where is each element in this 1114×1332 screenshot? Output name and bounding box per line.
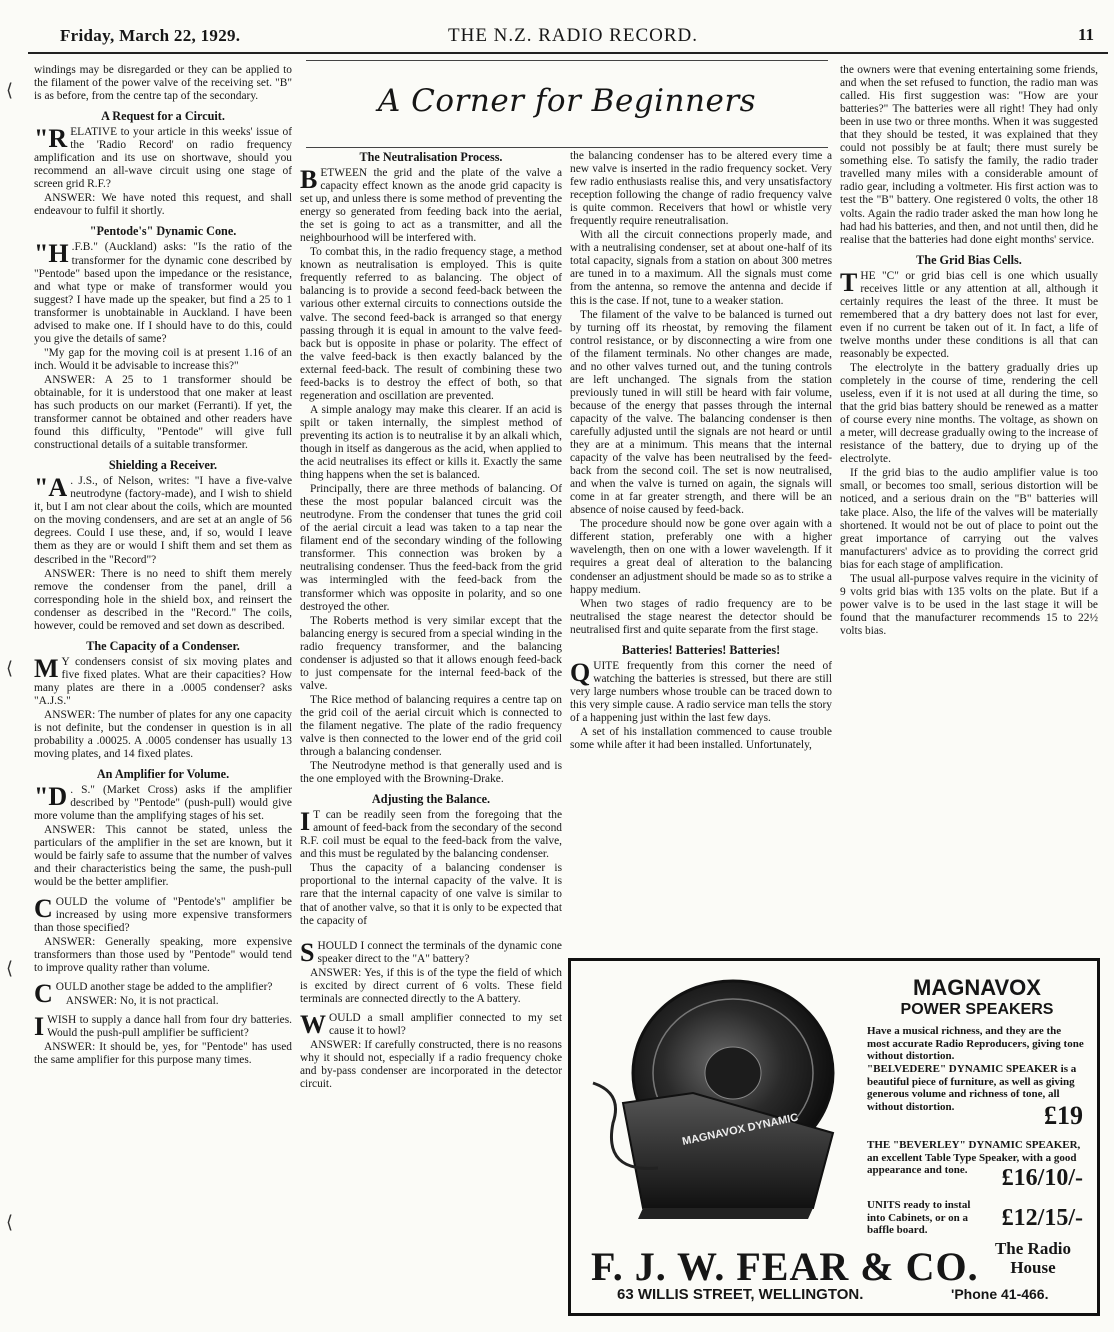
ad-beverley-text: THE "BEVERLEY" DYNAMIC SPEAKER, an excellent Table Type Speaker, with a good appearance and tone. (867, 1139, 1081, 1176)
margin-bracket-mark: ⟨ (6, 80, 14, 101)
paragraph: "My gap for the moving coil is at present 1.16 of an inch. Would it be advisable to increase this?" (34, 346, 292, 372)
paper-title: THE N.Z. RADIO RECORD. (448, 25, 698, 46)
drop-cap: "D (34, 782, 68, 812)
paragraph: the owners were that evening entertaining some friends, and when the set refused to function, the radio man was called. His first suggestion was: "How are your batteries?" The batteries were all right! They had only been in use two or three months. When it was suggested that they should be tested, it was explained that they could not possibly be at fault; there must surely be something else. To satisfy the family, the radio trader travelled many miles with a considerable amount of radio gear, including a voltmeter. His first action was to test the "B" battery. One registered 0 volts, the other 18 volts. Again the radio trader asked the man how long he had had his batteries, and then, and not until then, did he realise that the batteries had done eight months' service. (840, 64, 1098, 246)
drop-cap: Q (570, 657, 591, 687)
drop-cap: I (300, 807, 311, 837)
column-1 (34, 64, 292, 1326)
margin-bracket-mark: ⟨ (6, 658, 14, 679)
column-4 (840, 64, 1098, 944)
paragraph (34, 784, 292, 823)
article-heading: Adjusting the Balance. (371, 792, 491, 807)
paragraph (300, 1009, 562, 1039)
paragraph: When two stages of radio frequency are to be neutralised the stage nearest the detector should be neutralised first and quite separate from the first stage. (570, 597, 832, 636)
paragraph (34, 893, 292, 935)
paragraph: The Roberts method is very similar except that the balancing energy is secured from a special winding in the radio frequency transformer, and the balancing condenser is adjusted so that it allows enough feed-back to just compensate for the internal feed-back of the valve. (300, 614, 562, 692)
paragraph (34, 241, 292, 345)
paragraph: ANSWER: If carefully constructed, there is no reasons why it should not, especially if a radio frequency choke and by-pass condenser are incorporated in the detector circuit. (300, 1038, 562, 1091)
margin-bracket-mark: ⟨ (6, 958, 14, 979)
article-heading: An Amplifier for Volume. (96, 767, 230, 782)
phone-number: 'Phone 41-466. (951, 1286, 1049, 1302)
page-number: 11 (1077, 25, 1094, 44)
paragraph: ANSWER: No, it is not practical. (65, 994, 219, 1007)
paragraph (570, 657, 832, 725)
dynamic-speaker-illustration (583, 973, 863, 1229)
section-banner (306, 60, 828, 148)
column-3 (570, 150, 832, 945)
paragraph: The usual all-purpose valves require in the vicinity of 9 volts grid bias with 135 volts on the plate. But if a power valve is to be used in the last stage it will be found that the manufacturer recommends 15 to 22½ volts bias. (840, 572, 1098, 637)
paragraph: A simple analogy may make this clearer. If an acid is spilt or taken internally, the simplest method of preventing its action is to neutralise it by an alkali which, though in itself as dangerous as the acid, when applied to the acid neutralises its effect or kills it. Exactly the same thing happens when the set is balanced. (300, 403, 562, 482)
article-heading: Batteries! Batteries! Batteries! (621, 642, 781, 657)
ad-belvedere-text: "BELVEDERE" DYNAMIC SPEAKER is a beautiful piece of furniture, as well as giving generous volume and richness of tone, all without distortion. (867, 1063, 1077, 1113)
paragraph-text: WISH to supply a dance hall from four dry batteries. Would the push-pull amplifier be sufficient? (47, 1013, 292, 1039)
ad-units-text: UNITS ready to instal into Cabinets, or on a baffle board. (867, 1199, 971, 1236)
section-title: A Corner for Beginners (377, 83, 757, 119)
paragraph-text: .F.B." (Auckland) asks: "Is the ratio of the transformer for the dynamic cone described by "Pentode" based upon the impedance or the resistance, and what type or make of transformer would you suggest? I have made up the speaker, but find a 25 to 1 transformer is unobtainable in Auckland. I have been advised to make one. If I should have to do this, could you give the details of same? (34, 241, 292, 345)
paragraph: ANSWER: Yes, if this is of the type the field of which is excited by direct current of 6 volts. These field terminals are connected directly to the A battery. (300, 966, 562, 1005)
drop-cap: "R (34, 124, 68, 154)
margin-bracket-mark: ⟨ (6, 1212, 14, 1233)
paragraph: the balancing condenser has to be altered every time a new valve is inserted in the radio frequency socket. Very few radio enthusiasts realise this, and very unsatisfactory reception following the change of radio frequency valve is quite common. Receivers that howl or whistle very frequently require reneutralisation. (570, 150, 832, 228)
paragraph (34, 126, 292, 191)
paragraph-text: ETWEEN the grid and the plate of the valve a capacity effect known as the anode grid capacity is set up, and unless there is some method of preventing the energy so generated from feeding back into the aerial, the set is going to act as a transmitter, and all the neighbourhood will be interfered with. (300, 167, 562, 245)
paragraph: The Neutrodyne method is that generally used and is the one employed with the Browning-Drake. (300, 760, 562, 786)
paragraph (300, 809, 562, 861)
paragraph-text: OULD the volume of "Pentode's" amplifier be increased by using more expensive transformers than those specified? (34, 895, 292, 934)
paragraph (34, 653, 292, 708)
drop-cap: T (840, 267, 858, 297)
paragraph: windings may be disregarded or they can be applied to the filament of the power valve of the receiving set. "B" is as before, from the centre tap of the secondary. (34, 64, 292, 103)
ad-intro-text: Have a musical richness, and they are the most accurate Radio Reproducers, giving tone without distortion. (867, 1025, 1084, 1062)
paragraph: With all the circuit connections properly made, and with a neutralising condenser, set at about one-half of its total capacity, signals from a station on about 300 metres are tuned in to a maximum. All the signals must come from the antenna, so remove the antenna and decide if this is the case. If not, tune to a weaker station. (570, 229, 832, 307)
article-heading: A Request for a Circuit. (101, 109, 225, 124)
paragraph-text: T can be readily seen from the foregoing that the amount of feed-back from the secondary of the second R.F. coil must be equal to the feed-back from the valve, and this must be regulated by the balancing condenser. (300, 809, 562, 861)
masthead (28, 18, 1108, 54)
paragraph (840, 267, 1098, 361)
paragraph-text: Y condensers consist of six moving plates and five fixed plates. What are their capacities? How many plates are there in a .0005 condenser? asks "A.J.S." (34, 655, 292, 707)
drop-cap: C (34, 978, 53, 1008)
issue-date: Friday, March 22, 1929. (60, 26, 241, 45)
price-belvedere: £19 (1044, 1101, 1083, 1130)
paragraph: ANSWER: We have noted this request, and shall endeavour to fulfil it shortly. (34, 192, 292, 218)
paragraph: If the grid bias to the audio amplifier value is too small, or becomes too small, serious distortion will be noticed, and a serious drain on the "B" batteries will take place. Also, the life of the valves will be materially shortened. It would not be out of place to point out the great importance of carrying out the valves manufacturers' advice as to providing the correct grid bias for each stage of amplification. (840, 467, 1098, 571)
paragraph: A set of his installation commenced to cause trouble some while after it had been installed. Unfortunately, (570, 725, 832, 752)
drop-cap: W (300, 1009, 326, 1039)
drop-cap: B (300, 165, 318, 194)
column-2 (300, 150, 562, 1328)
article-heading: The Neutralisation Process. (359, 150, 503, 164)
paragraph (34, 1011, 292, 1041)
radio-house-label: The Radio House (994, 1239, 1072, 1277)
paragraph-text: OULD a small amplifier connected to my set cause it to howl? (329, 1011, 562, 1037)
drop-cap: I (34, 1011, 45, 1041)
paragraph-text: . S." (Market Cross) asks if the amplifier described by "Pentode" (push-pull) would give more volume than the amplifying stages of his set. (34, 784, 292, 823)
paragraph-text: HOULD I connect the terminals of the dynamic cone speaker direct to the "A" battery? (317, 939, 562, 965)
magnavox-advertisement (568, 958, 1100, 1316)
paragraph: ANSWER: The number of plates for any one capacity is not definite, but the condenser in question is in all probability a .00025. A .0005 condenser has usually 13 moving plates, and 14 fixed plates. (34, 708, 292, 761)
paragraph (34, 475, 292, 566)
paragraph: ANSWER: There is no need to shift them merely remove the condenser from the panel, drill a corresponding hole in the shield box, and reinsert the condenser as described in the "Record." The coils, however, could be removed and set down as described. (34, 567, 292, 632)
paragraph (300, 937, 562, 967)
article-heading: "Pentode's" Dynamic Cone. (89, 224, 237, 239)
paragraph: ANSWER: It should be, yes, for "Pentode" has used the same amplifier for this purpose many times. (34, 1041, 292, 1067)
paragraph-text: ELATIVE to your article in this weeks' issue of the 'Radio Record' on radio frequency amplification and its use on shortwave, should you recommend an all-wave circuit using one stage of screen grid R.F.? (34, 126, 292, 191)
paragraph-text: . J.S., of Nelson, writes: "I have a five-valve neutrodyne (factory-made), and I wish to shield it, but I am not clear about the coils, which are mounted on the moving condensers, and are set at an angle of 56 degrees. Could I use these, and, if so, would I leave them as they are or would I shift them and set them as described in the "Record"? (34, 475, 292, 566)
firm-name: F. J. W. FEAR & CO. (591, 1244, 979, 1289)
drop-cap: C (34, 893, 53, 923)
paragraph: ANSWER: A 25 to 1 transformer should be obtainable, for it is understood that one maker at least has such products on our market (Ferranti). If yet, the transformer cannot be obtained and other readers have found this difficulty, "Pentode" will give full constructional details of a suitable transformer. (34, 373, 292, 452)
article-heading: The Grid Bias Cells. (916, 252, 1022, 267)
paragraph: ANSWER: This cannot be stated, unless the particulars of the amplifier in the set are known, but it would be fairly safe to assume that the number of valves and their characteristics being the same, the push-pull would be the better amplifier. (34, 824, 292, 889)
paragraph-text: UITE frequently from this corner the need of watching the batteries is stressed, but there are still very large numbers whose trouble can be traced down to this very simple cause. A radio service man tells the story of a happening just within the last few days. (570, 659, 832, 724)
paragraph: The electrolyte in the battery gradually dries up completely in the course of time, rendering the cell useless, even if it is not used at all during the time, so that the grid bias battery should be renewed as a matter of course every nine months. The voltage, as shown on a meter, will decrease gradually owing to the increase of resistance of the battery, due to drying up of the electrolyte. (840, 361, 1098, 466)
drop-cap: M (34, 653, 59, 683)
paragraph: To combat this, in the radio frequency stage, a method known as neutralisation is employed. This is quite frequently referred to as balancing. The object of balancing is to provide a second feed-back between the various other external circuits to connections outside the valve. The second feed-back is arranged so that energy passing through it is equal in amount to the valve feed-back but is opposite in phase or polarity. The effect of the valve feed-back is then exactly balanced by the external feed-back. The result of combining these two feed-backs is to destroy the effect of both, so that regeneration and oscillation are prevented. (300, 246, 562, 402)
paragraph: ANSWER: Generally speaking, more expensive transformers than those used by "Pentode" would tend to improve quality rather than volume. (34, 935, 292, 974)
firm-address: 63 WILLIS STREET, WELLINGTON. (617, 1286, 864, 1303)
drop-cap: S (300, 937, 315, 967)
paragraph: Thus the capacity of a balancing condenser is proportional to the internal capacity of the valve. It is rare that the internal capacity of one valve is similar to that of another valve, so that it is only to be expected that the capacity of (300, 862, 562, 927)
drop-cap: "A (34, 473, 68, 503)
paragraph-text: OULD another stage be added to the amplifier? (55, 980, 273, 993)
article-heading: The Capacity of a Condenser. (86, 638, 240, 653)
drop-cap: "H (34, 239, 69, 269)
brand-subtitle: POWER SPEAKERS (900, 1001, 1054, 1018)
price-beverley: £16/10/- (1001, 1165, 1083, 1191)
speaker-label: MAGNAVOX DYNAMIC (681, 1111, 800, 1148)
article-heading: Shielding a Receiver. (108, 458, 218, 473)
paragraph: The procedure should now be gone over again with a different station, preferably one with a higher wavelength, then on one with a lower wavelength. If it requires a great deal of alteration to the balancing condenser an adjustment should be made so as to strike a happy medium. (570, 518, 832, 596)
price-units: £12/15/- (1001, 1205, 1083, 1231)
brand-name: MAGNAVOX (913, 975, 1041, 1000)
paragraph-text: HE "C" or grid bias cell is one which usually receives little or any attention at all, although it certainly requires the least of the three. It must be remembered that a dry battery does not last for ever, even if no current be taken out of it. In fact, a life of twelve months under these conditions is all that can reasonably be expected. (840, 269, 1098, 360)
paragraph: The Rice method of balancing requires a centre tap on the grid coil of the aerial circuit which is connected to the filament negative. The plate of the radio frequency valve is then connected to the lower end of the grid coil through a balancing condenser. (300, 693, 562, 759)
paragraph: The filament of the valve to be balanced is turned out by turning off its rheostat, by removing the filament control resistance, or by disconnecting a wire from one of the filament terminals. No other changes are made, and no other valves turned out, and the tuning controls are left unchanged. The signals from the station previously tuned in will still be heard with fair volume, because of the energy that passes through the internal capacity of the valve. The balancing condenser is then carefully adjusted until the signals are not heard or until they are at a minimum. This means that the internal capacity of the valve has been neutralised by the feed-back from the second coil. The set is now neutralised, and when the valve is turned on again, the signals will come in at far greater strength, and there will be an absence of noise caused by feed-back. (570, 308, 832, 517)
paragraph (300, 167, 562, 245)
paragraph: Principally, there are three methods of balancing. Of these the most popular balanced circuit was the neutrodyne. From the condenser that tunes the grid coil of the aerial circuit a lead was taken to a tap near the filament end of the secondary winding of the following transformer. This connection was broken by a neutralising condenser. Thus the feed-back from the grid was intermingled with the feed-back from the transformer which was opposite in polarity, and so one destroyed the other. (300, 483, 562, 613)
